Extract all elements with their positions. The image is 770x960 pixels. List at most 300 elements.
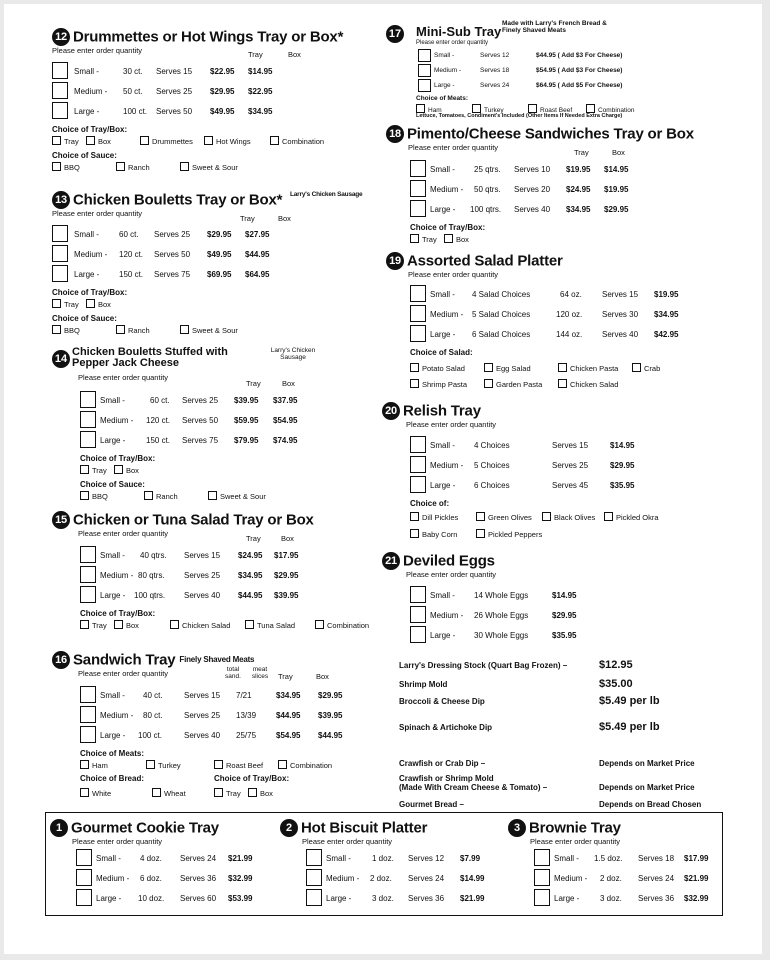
size-label: Medium - bbox=[100, 416, 134, 425]
section-title: Assorted Salad Platter bbox=[407, 252, 563, 270]
option[interactable]: Baby Corn bbox=[410, 529, 457, 539]
misc-item: (Made With Cream Cheese & Tomato) – bbox=[399, 783, 548, 792]
price: $53.99 bbox=[228, 894, 253, 904]
size-label: Medium - bbox=[434, 67, 462, 74]
quantity-box[interactable] bbox=[306, 849, 322, 866]
size-row bbox=[52, 264, 382, 284]
size-row bbox=[418, 48, 746, 63]
quantity-box[interactable] bbox=[52, 102, 68, 119]
size-row bbox=[410, 585, 742, 605]
quantity-box[interactable] bbox=[410, 305, 426, 322]
size-row bbox=[410, 605, 742, 625]
option[interactable]: Green Olives bbox=[476, 512, 532, 522]
quantity-box[interactable] bbox=[534, 889, 550, 906]
section-number-badge: 3 bbox=[508, 819, 526, 837]
box-header: Box bbox=[316, 672, 329, 682]
quantity-box[interactable] bbox=[76, 869, 92, 886]
box-price: $14.95 bbox=[604, 165, 629, 175]
option[interactable]: Combination bbox=[270, 136, 324, 146]
quantity-box[interactable] bbox=[80, 411, 96, 428]
choice-label: Choice of Tray/Box: bbox=[52, 288, 128, 298]
price: $32.99 bbox=[684, 894, 709, 904]
quantity-box[interactable] bbox=[80, 566, 96, 583]
size-row bbox=[80, 565, 382, 585]
tray-price: $19.95 bbox=[566, 165, 591, 175]
misc-item: Crawfish or Crab Dip – bbox=[399, 759, 486, 768]
option[interactable]: Pickled Okra bbox=[604, 512, 659, 522]
option[interactable]: Ranch bbox=[116, 325, 150, 335]
quantity-box[interactable] bbox=[410, 180, 426, 197]
serves: Serves 30 bbox=[602, 310, 639, 320]
serves: Serves 40 bbox=[184, 731, 221, 741]
option[interactable]: Box bbox=[114, 465, 139, 475]
choice-label: Choice of Tray/Box: bbox=[52, 125, 128, 135]
tray-header: Tray bbox=[574, 148, 589, 158]
section-title: Gourmet Cookie Tray bbox=[71, 819, 219, 837]
order-note: Please enter order quantity bbox=[78, 373, 169, 382]
size-row bbox=[76, 868, 270, 888]
option[interactable]: Roast Beef bbox=[214, 760, 263, 770]
option[interactable]: Combination bbox=[586, 104, 635, 114]
section-note: Larry's Chicken Sausage bbox=[270, 347, 316, 361]
size-label: Small - bbox=[100, 691, 125, 701]
option[interactable]: Tray bbox=[52, 136, 79, 146]
quantity-box[interactable] bbox=[410, 325, 426, 342]
option[interactable]: Hot Wings bbox=[204, 136, 251, 146]
quantity-box[interactable] bbox=[410, 606, 426, 623]
size-label: Small - bbox=[430, 290, 455, 300]
price: $44.95 ( Add $3 For Cheese) bbox=[536, 52, 623, 59]
size-label: Medium - bbox=[430, 310, 464, 320]
option[interactable]: Chicken Pasta bbox=[558, 363, 618, 373]
size-row bbox=[76, 888, 270, 908]
section-21-deviled-eggs bbox=[382, 552, 742, 645]
order-note: Please enter order quantity bbox=[52, 46, 143, 56]
serves: Serves 24 bbox=[638, 874, 675, 884]
section-number-badge: 18 bbox=[386, 125, 404, 143]
option[interactable]: Pickled Peppers bbox=[476, 529, 542, 539]
order-note: Please enter order quantity bbox=[530, 837, 621, 847]
size-row bbox=[418, 78, 746, 93]
size-label: Small - bbox=[554, 854, 579, 864]
section-title-line2: Pepper Jack Cheese bbox=[72, 357, 180, 369]
tray-price: $49.95 bbox=[210, 107, 235, 117]
section-title: Chicken or Tuna Salad Tray or Box bbox=[73, 511, 314, 529]
quantity-box[interactable] bbox=[534, 869, 550, 886]
section-number-badge: 2 bbox=[280, 819, 298, 837]
size-label: Large - bbox=[100, 731, 126, 741]
size-label: Small - bbox=[74, 67, 99, 77]
quantity-box[interactable] bbox=[410, 476, 426, 493]
order-form-page bbox=[4, 4, 762, 954]
option[interactable]: Sweet & Sour bbox=[180, 325, 238, 335]
serves: Serves 25 bbox=[552, 461, 589, 471]
section-number-badge: 19 bbox=[386, 252, 404, 270]
option[interactable]: Box bbox=[114, 620, 139, 630]
section-20-relish-tray bbox=[382, 402, 742, 540]
price: $7.99 bbox=[460, 854, 481, 864]
count: 60 ct. bbox=[150, 396, 170, 405]
option[interactable]: Chicken Salad bbox=[558, 379, 618, 389]
tray-price: $29.95 bbox=[210, 87, 235, 97]
serves: Serves 15 bbox=[552, 441, 589, 451]
section-13-chicken-bouletts bbox=[52, 191, 382, 336]
box-price: $34.95 bbox=[248, 107, 273, 117]
quantity-box[interactable] bbox=[418, 64, 431, 77]
misc-price: Depends on Market Price bbox=[599, 759, 695, 768]
quantity-box[interactable] bbox=[410, 436, 426, 453]
quantity-box[interactable] bbox=[80, 726, 96, 743]
section-number-badge: 12 bbox=[52, 28, 70, 46]
size-row bbox=[306, 848, 500, 868]
egg-count: 26 Whole Eggs bbox=[474, 611, 529, 621]
serves: Serves 40 bbox=[602, 330, 639, 340]
option[interactable]: Sweet & Sour bbox=[180, 162, 238, 172]
option[interactable]: Roast Beef bbox=[528, 104, 572, 114]
serves: Serves 60 bbox=[180, 894, 217, 904]
size-label: Small - bbox=[100, 551, 125, 561]
option[interactable]: Black Olives bbox=[542, 512, 595, 522]
count: 150 ct. bbox=[146, 436, 171, 445]
option[interactable]: Box bbox=[444, 234, 469, 244]
serves: Serves 50 bbox=[154, 250, 191, 260]
price: $21.99 bbox=[460, 894, 485, 904]
size-row bbox=[410, 625, 742, 645]
price: $21.99 bbox=[228, 854, 253, 864]
order-note: Please enter order quantity bbox=[408, 270, 499, 280]
quantity-box[interactable] bbox=[410, 200, 426, 217]
relish-choices: 6 Choices bbox=[474, 481, 510, 491]
option[interactable]: Tray bbox=[80, 620, 107, 630]
option[interactable]: Sweet & Sour bbox=[208, 491, 266, 501]
count: 30 ct. bbox=[123, 67, 143, 77]
quantity: 1 doz. bbox=[372, 854, 394, 864]
tray-price: $44.95 bbox=[238, 591, 263, 601]
option[interactable]: Box bbox=[86, 299, 111, 309]
quantity-box[interactable] bbox=[418, 49, 431, 62]
box-price: $29.95 bbox=[318, 691, 343, 701]
tray-header: Tray bbox=[240, 214, 255, 224]
quantity: 6 doz. bbox=[140, 874, 162, 884]
count: 120 ct. bbox=[119, 250, 144, 260]
count: 100 ct. bbox=[138, 731, 163, 741]
total-sand-header: total sand. bbox=[225, 666, 241, 681]
section-title: Sandwich Tray bbox=[73, 651, 176, 669]
box-price: $54.95 bbox=[273, 416, 298, 425]
size-row bbox=[410, 179, 746, 199]
section-note: Made with Larry's French Bread & Finely Shaved Meats bbox=[502, 20, 607, 34]
size-row bbox=[80, 685, 382, 705]
serves: Serves 15 bbox=[184, 551, 221, 561]
option[interactable]: Tuna Salad bbox=[245, 620, 295, 630]
footnote: Lettuce, Tomatoes, Condiment's Included (Other Items If Needed Extra Charge) bbox=[416, 113, 623, 119]
box-price: $74.95 bbox=[273, 436, 298, 445]
option[interactable]: Turkey bbox=[472, 104, 504, 114]
box-header: Box bbox=[612, 148, 625, 158]
order-note: Please enter order quantity bbox=[302, 837, 393, 847]
count: 50 qtrs. bbox=[474, 185, 501, 195]
price: $34.95 bbox=[654, 310, 679, 320]
serves: Serves 36 bbox=[638, 894, 675, 904]
serves: Serves 24 bbox=[480, 82, 510, 89]
option[interactable]: Ham bbox=[80, 760, 108, 770]
section-title: Brownie Tray bbox=[529, 819, 621, 837]
serves: Serves 40 bbox=[184, 591, 221, 601]
quantity-box[interactable] bbox=[80, 586, 96, 603]
tray-price: $29.95 bbox=[207, 230, 232, 240]
option[interactable]: Dill Pickles bbox=[410, 512, 458, 522]
option[interactable]: Egg Salad bbox=[484, 363, 531, 373]
section-12-drummettes bbox=[52, 28, 382, 173]
tray-price: $34.95 bbox=[566, 205, 591, 215]
serves: Serves 25 bbox=[184, 711, 221, 721]
option[interactable]: Chicken Salad bbox=[170, 620, 230, 630]
size-label: Medium - bbox=[326, 874, 360, 884]
price: $42.95 bbox=[654, 330, 679, 340]
quantity-box[interactable] bbox=[418, 79, 431, 92]
section-title: Deviled Eggs bbox=[403, 552, 495, 570]
option[interactable]: Tray bbox=[52, 299, 79, 309]
quantity-box[interactable] bbox=[52, 245, 68, 262]
section-number-badge: 17 bbox=[386, 25, 404, 43]
section-17-mini-sub bbox=[386, 20, 746, 119]
serves: Serves 18 bbox=[638, 854, 675, 864]
misc-price: $12.95 bbox=[599, 659, 633, 671]
price: $21.99 bbox=[684, 874, 709, 884]
count: 40 ct. bbox=[143, 691, 163, 701]
serves: Serves 15 bbox=[156, 67, 193, 77]
serves: Serves 50 bbox=[156, 107, 193, 117]
size-label: Medium - bbox=[74, 250, 108, 260]
serves: Serves 12 bbox=[408, 854, 445, 864]
quantity: 3 doz. bbox=[600, 894, 622, 904]
size-row bbox=[410, 159, 746, 179]
quantity-box[interactable] bbox=[80, 431, 96, 448]
serves: Serves 25 bbox=[184, 571, 221, 581]
relish-choices: 4 Choices bbox=[474, 441, 510, 451]
count: 100 qtrs. bbox=[134, 591, 166, 601]
size-label: Medium - bbox=[100, 711, 134, 721]
option[interactable]: Wheat bbox=[152, 788, 186, 798]
tray-price: $24.95 bbox=[566, 185, 591, 195]
option[interactable]: BBQ bbox=[52, 162, 80, 172]
misc-price: Depends on Bread Chosen bbox=[599, 800, 702, 809]
tray-price: $22.95 bbox=[210, 67, 235, 77]
quantity-box[interactable] bbox=[410, 456, 426, 473]
option[interactable]: Box bbox=[248, 788, 273, 798]
size-row bbox=[52, 224, 382, 244]
quantity-box[interactable] bbox=[76, 849, 92, 866]
size-label: Large - bbox=[430, 631, 456, 641]
serves: Serves 75 bbox=[182, 436, 219, 445]
size-row bbox=[418, 63, 746, 78]
tray-header: Tray bbox=[246, 534, 261, 544]
quantity-box[interactable] bbox=[534, 849, 550, 866]
choice-label: Choice of Tray/Box: bbox=[410, 223, 486, 233]
quantity: 2 doz. bbox=[370, 874, 392, 884]
price: $14.95 bbox=[552, 591, 577, 601]
serves: Serves 24 bbox=[408, 874, 445, 884]
option[interactable]: Ranch bbox=[116, 162, 150, 172]
count: 100 ct. bbox=[123, 107, 148, 117]
order-note: Please enter order quantity bbox=[408, 143, 499, 153]
section-number-badge: 15 bbox=[52, 511, 70, 529]
tray-price: $69.95 bbox=[207, 270, 232, 280]
size-label: Medium - bbox=[430, 461, 464, 471]
size-label: Medium - bbox=[430, 611, 464, 621]
misc-items-list bbox=[399, 659, 759, 809]
count: 80 qtrs. bbox=[138, 571, 165, 581]
option[interactable]: Combination bbox=[278, 760, 332, 770]
size-row bbox=[534, 888, 720, 908]
size-row bbox=[80, 705, 382, 725]
size-label: Small - bbox=[434, 52, 455, 59]
size-label: Medium - bbox=[554, 874, 588, 884]
option[interactable]: Turkey bbox=[146, 760, 181, 770]
serves: Serves 50 bbox=[182, 416, 219, 425]
count: 60 ct. bbox=[119, 230, 139, 240]
price: $35.95 bbox=[552, 631, 577, 641]
choice-label: Choice of Bread: bbox=[80, 774, 145, 784]
box-price: $29.95 bbox=[274, 571, 299, 581]
tray-price: $34.95 bbox=[238, 571, 263, 581]
count: 80 ct. bbox=[143, 711, 163, 721]
size-label: Large - bbox=[100, 436, 126, 445]
tray-price: $39.95 bbox=[234, 396, 259, 405]
option[interactable]: Tray bbox=[410, 234, 437, 244]
misc-item: Shrimp Mold bbox=[399, 680, 448, 689]
box-price: $14.95 bbox=[248, 67, 273, 77]
tray-price: $44.95 bbox=[276, 711, 301, 721]
size-row bbox=[76, 848, 270, 868]
option[interactable]: Ranch bbox=[144, 491, 178, 501]
sandwich-ratio: 25/75 bbox=[236, 731, 257, 741]
quantity-box[interactable] bbox=[52, 62, 68, 79]
option[interactable]: Potato Salad bbox=[410, 363, 465, 373]
price: $19.95 bbox=[654, 290, 679, 300]
quantity-box[interactable] bbox=[80, 686, 96, 703]
quantity: 10 doz. bbox=[138, 894, 165, 904]
box-price: $22.95 bbox=[248, 87, 273, 97]
size-label: Small - bbox=[430, 441, 455, 451]
section-14-stuffed-bouletts bbox=[52, 347, 382, 502]
size-row bbox=[410, 199, 746, 219]
option[interactable]: Shrimp Pasta bbox=[410, 379, 467, 389]
size-row bbox=[410, 455, 742, 475]
section-18-pimento-cheese bbox=[386, 125, 746, 245]
serves: Serves 45 bbox=[552, 481, 589, 491]
serves: Serves 40 bbox=[514, 205, 551, 215]
quantity: 3 doz. bbox=[372, 894, 394, 904]
serves: Serves 25 bbox=[154, 230, 191, 240]
option[interactable]: Ham bbox=[416, 104, 442, 114]
tray-header: Tray bbox=[248, 50, 263, 60]
misc-item: Larry's Dressing Stock (Quart Bag Frozen) – bbox=[399, 661, 568, 670]
option[interactable]: Crab bbox=[632, 363, 660, 373]
quantity-box[interactable] bbox=[76, 889, 92, 906]
box-header: Box bbox=[282, 379, 295, 388]
count: 25 qtrs. bbox=[474, 165, 501, 175]
serves: Serves 25 bbox=[156, 87, 193, 97]
size-label: Small - bbox=[326, 854, 351, 864]
box-price: $27.95 bbox=[245, 230, 270, 240]
option[interactable]: Garden Pasta bbox=[484, 379, 542, 389]
size-label: Large - bbox=[74, 270, 100, 280]
section-number-badge: 14 bbox=[52, 350, 70, 368]
size-row bbox=[52, 244, 382, 264]
size-row bbox=[410, 324, 746, 344]
quantity-box[interactable] bbox=[80, 391, 96, 408]
quantity-box[interactable] bbox=[80, 706, 96, 723]
quantity: 2 doz. bbox=[600, 874, 622, 884]
quantity-box[interactable] bbox=[306, 869, 322, 886]
option[interactable]: White bbox=[80, 788, 111, 798]
quantity-box[interactable] bbox=[410, 160, 426, 177]
box-price: $17.95 bbox=[274, 551, 299, 561]
quantity-box[interactable] bbox=[306, 889, 322, 906]
size-label: Large - bbox=[100, 591, 126, 601]
price: $17.99 bbox=[684, 854, 709, 864]
quantity-box[interactable] bbox=[410, 285, 426, 302]
misc-item: Crawfish or Shrimp Mold bbox=[399, 774, 494, 783]
quantity-box[interactable] bbox=[80, 546, 96, 563]
size-label: Large - bbox=[430, 481, 456, 491]
misc-price: $5.49 per lb bbox=[599, 721, 660, 733]
quantity-box[interactable] bbox=[52, 265, 68, 282]
option[interactable]: Tray bbox=[214, 788, 241, 798]
sandwich-ratio: 7/21 bbox=[236, 691, 252, 701]
egg-count: 14 Whole Eggs bbox=[474, 591, 529, 601]
tray-price: $49.95 bbox=[207, 250, 232, 260]
section-number-badge: 20 bbox=[382, 402, 400, 420]
option[interactable]: Box bbox=[86, 136, 111, 146]
size-label: Large - bbox=[430, 205, 456, 215]
box-price: $44.95 bbox=[245, 250, 270, 260]
order-note: Please enter order quantity bbox=[406, 420, 497, 430]
size-row bbox=[80, 725, 382, 745]
option[interactable]: BBQ bbox=[80, 491, 108, 501]
option[interactable]: Tray bbox=[80, 465, 107, 475]
option[interactable]: Combination bbox=[315, 620, 369, 630]
serves: Serves 10 bbox=[514, 165, 551, 175]
serves: Serves 36 bbox=[180, 874, 217, 884]
option[interactable]: Drummettes bbox=[140, 136, 193, 146]
quantity-box[interactable] bbox=[52, 82, 68, 99]
serves: Serves 18 bbox=[480, 67, 510, 74]
quantity-box[interactable] bbox=[410, 626, 426, 643]
size-row bbox=[80, 390, 382, 410]
box-price: $64.95 bbox=[245, 270, 270, 280]
section-title: Chicken Bouletts Tray or Box* bbox=[73, 191, 283, 209]
choice-label: Choice of: bbox=[410, 499, 450, 509]
misc-item: Gourmet Bread – bbox=[399, 800, 464, 809]
dessert-trays-box bbox=[45, 812, 723, 916]
choice-label: Choice of Meats: bbox=[416, 95, 469, 102]
misc-item: Spinach & Artichoke Dip bbox=[399, 723, 493, 732]
quantity-box[interactable] bbox=[52, 225, 68, 242]
size-row bbox=[80, 430, 382, 450]
quantity-box[interactable] bbox=[410, 586, 426, 603]
option[interactable]: BBQ bbox=[52, 325, 80, 335]
size-label: Large - bbox=[434, 82, 455, 89]
order-note: Please enter order quantity bbox=[78, 669, 169, 679]
section-note: Larry's Chicken Sausage bbox=[290, 191, 363, 198]
size-row bbox=[306, 868, 500, 888]
size-label: Medium - bbox=[100, 571, 134, 581]
order-note: Please enter order quantity bbox=[406, 570, 497, 580]
size-row bbox=[410, 304, 746, 324]
egg-count: 30 Whole Eggs bbox=[474, 631, 529, 641]
